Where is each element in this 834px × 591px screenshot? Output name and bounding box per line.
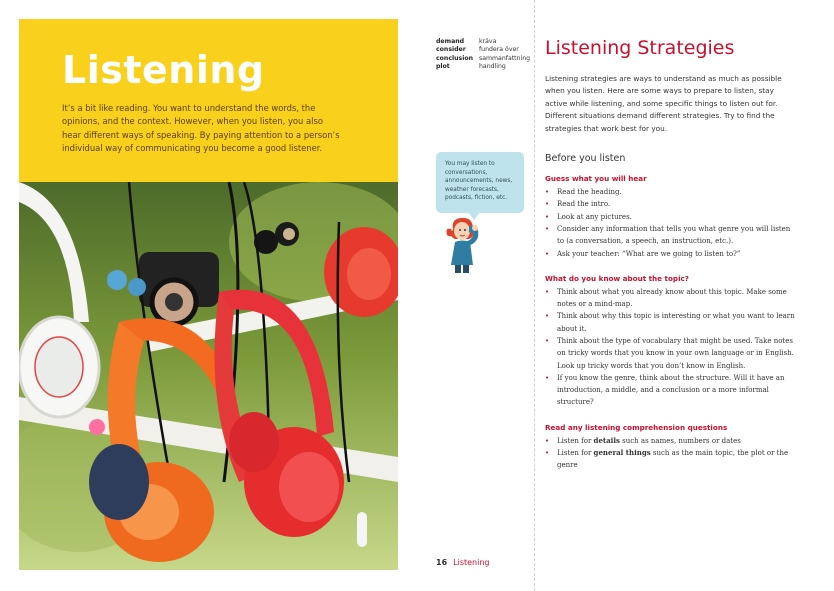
title-panel — [19, 19, 398, 182]
strategies-title: Listening Strategies — [545, 37, 735, 59]
page-divider — [534, 0, 535, 591]
strategies-intro: Listening strategies are ways to understand as much as possible when you listen. Here are some ways to prepare to listen, stay active while listening, and some specific things to listen out for. Different situations demand different strategies. Try to find the strategies that work best for you. — [545, 74, 782, 133]
topic-list — [545, 286, 795, 409]
subsection-heading: Read any listening comprehension questions — [545, 422, 728, 432]
glossary-term: plot — [436, 62, 450, 70]
glossary-translation: sammanfattning — [478, 54, 531, 62]
subsection-heading: What do you know about the topic? — [545, 273, 689, 283]
list-item: • Think about what you already know about this topic. Make some notes or a mind-map. — [545, 286, 795, 311]
page-footer — [436, 558, 490, 567]
list-item: • Read the intro. — [545, 198, 795, 210]
glossary-term: demand — [436, 38, 465, 45]
questions-list — [545, 435, 795, 472]
glossary-translation: fundera över — [478, 46, 519, 54]
glossary-row — [436, 38, 530, 46]
strategies-column — [545, 36, 795, 472]
glossary-translation: handling — [478, 62, 506, 70]
girl-with-headphones-illustration — [445, 215, 495, 279]
list-item-text: Listen for — [557, 436, 594, 445]
glossary-row — [436, 55, 530, 63]
glossary-term: consider — [436, 46, 466, 54]
footer-section-name: Listening — [453, 558, 490, 567]
list-item: • Think about the type of vocabulary that might be used. Take notes on tricky words that you know in your own language or in English. Look up tricky words that you don’t know in English. — [545, 335, 795, 372]
guess-list — [545, 186, 795, 260]
list-item-text: such as the main topic, the plot or the genre — [557, 449, 789, 470]
section-heading: Before you listen — [545, 153, 626, 165]
glossary-translation: kräva — [478, 38, 497, 45]
list-item: • Think about why this topic is interesting or what you want to learn about it. — [545, 310, 795, 335]
headphones-photo — [19, 182, 398, 570]
page-title: Listening — [62, 48, 265, 92]
glossary-term: conclusion — [436, 54, 473, 62]
list-item: • If you know the genre, think about the structure. Will it have an introduction, a middle, and a conclusion or a more informal structure? — [545, 372, 795, 409]
list-item: • Ask your teacher: “What are we going to listen to?” — [545, 248, 795, 260]
list-item — [545, 447, 795, 472]
subsection-heading: Guess what you will hear — [545, 174, 647, 184]
list-item: • Read the heading. — [545, 186, 795, 198]
glossary-row — [436, 63, 530, 71]
list-item-emphasis: details — [593, 435, 620, 445]
page-number: 16 — [436, 558, 448, 567]
glossary-row — [436, 46, 530, 54]
list-item: • Consider any information that tells you what genre you will listen to (a conversation, a speech, an instruction, etc.). — [545, 223, 795, 248]
intro-text: It’s a bit like reading. You want to understand the words, the opinions, and the context. However, when you listen, you also hear different ways of speaking. By paying attention to a person’s individual way of communicating you become a good listener. — [62, 103, 340, 154]
list-item-emphasis: general things — [593, 448, 651, 458]
list-item: • Look at any pictures. — [545, 211, 795, 223]
list-item — [545, 435, 795, 447]
list-item-text: Listen for — [557, 449, 594, 458]
glossary — [436, 38, 530, 71]
speech-bubble: You may listen to conversations, announcements, news, weather forecasts, podcasts, fiction, etc. — [436, 152, 524, 213]
list-item-text: such as names, numbers or dates — [619, 436, 741, 445]
